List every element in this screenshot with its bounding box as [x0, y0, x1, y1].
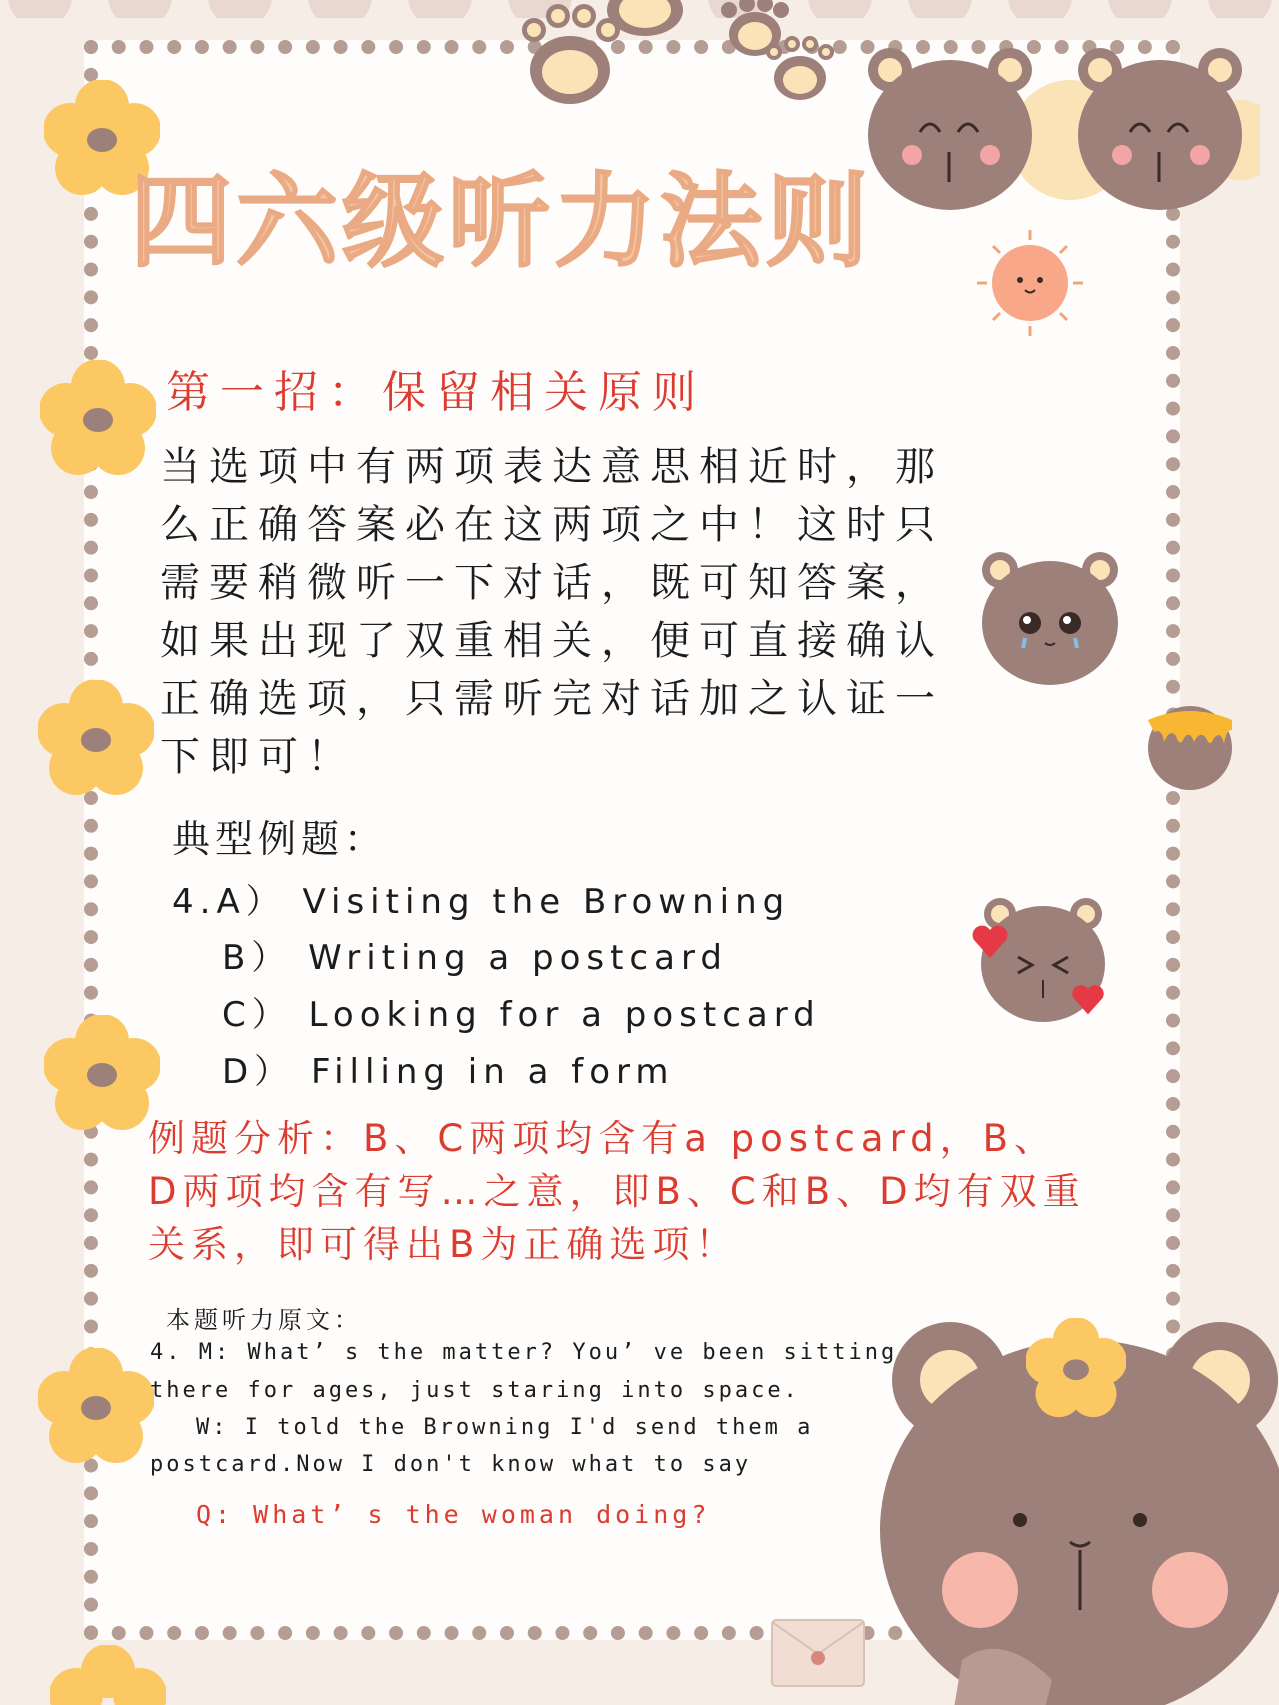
option-d: D） Filling in a form [222, 1052, 675, 1092]
sun-icon [975, 228, 1085, 338]
paw-print-icon [600, 0, 690, 40]
transcript-label: 本题听力原文： [166, 1306, 362, 1334]
rule-description: 当选项中有两项表达意思相近时，那么正确答案必在这两项之中！这时只需要稍微听一下对话，既可知答案，如果出现了双重相关，便可直接确认正确选项，只需听完对话加之认证一下即可！ [160, 444, 944, 780]
flower-icon [38, 680, 154, 796]
paw-print-icon [760, 34, 840, 104]
transcript-question: Q: What’ s the woman doing? [196, 1500, 711, 1529]
page-title: 四六级听力法则 [130, 163, 872, 282]
option-b: B） Writing a postcard [222, 938, 728, 978]
example-analysis: 例题分析：B、C两项均含有a postcard，B、D两项均含有写…之意，即B、C和B、D均有双重关系，即可得出B为正确选项！ [148, 1117, 1086, 1266]
flower-icon [40, 360, 156, 476]
transcript-line: W: I told the Browning I'd send them a [196, 1415, 814, 1440]
flower-icon [38, 1348, 154, 1464]
example-heading: 典型例题： [172, 817, 388, 861]
transcript-line: 4. M: What’ s the matter? You’ ve been sitting [150, 1340, 898, 1365]
flower-icon [1026, 1318, 1126, 1418]
flower-icon [50, 1645, 166, 1705]
transcript-line: postcard.Now I don't know what to say [150, 1452, 752, 1477]
envelope-icon [770, 1618, 866, 1688]
option-a: 4.A） Visiting the Browning [172, 882, 791, 922]
honey-pot-icon [1140, 690, 1240, 790]
option-c: C） Looking for a postcard [222, 995, 821, 1035]
section-subtitle: 第一招：保留相关原则 [166, 367, 706, 418]
transcript-line: there for ages, just staring into space. [150, 1378, 800, 1403]
heart-icon [1070, 982, 1106, 1018]
flower-icon [44, 1015, 160, 1131]
heart-icon [970, 922, 1010, 962]
bear-face-icon [975, 548, 1125, 688]
bear-face-icon [860, 40, 1260, 220]
